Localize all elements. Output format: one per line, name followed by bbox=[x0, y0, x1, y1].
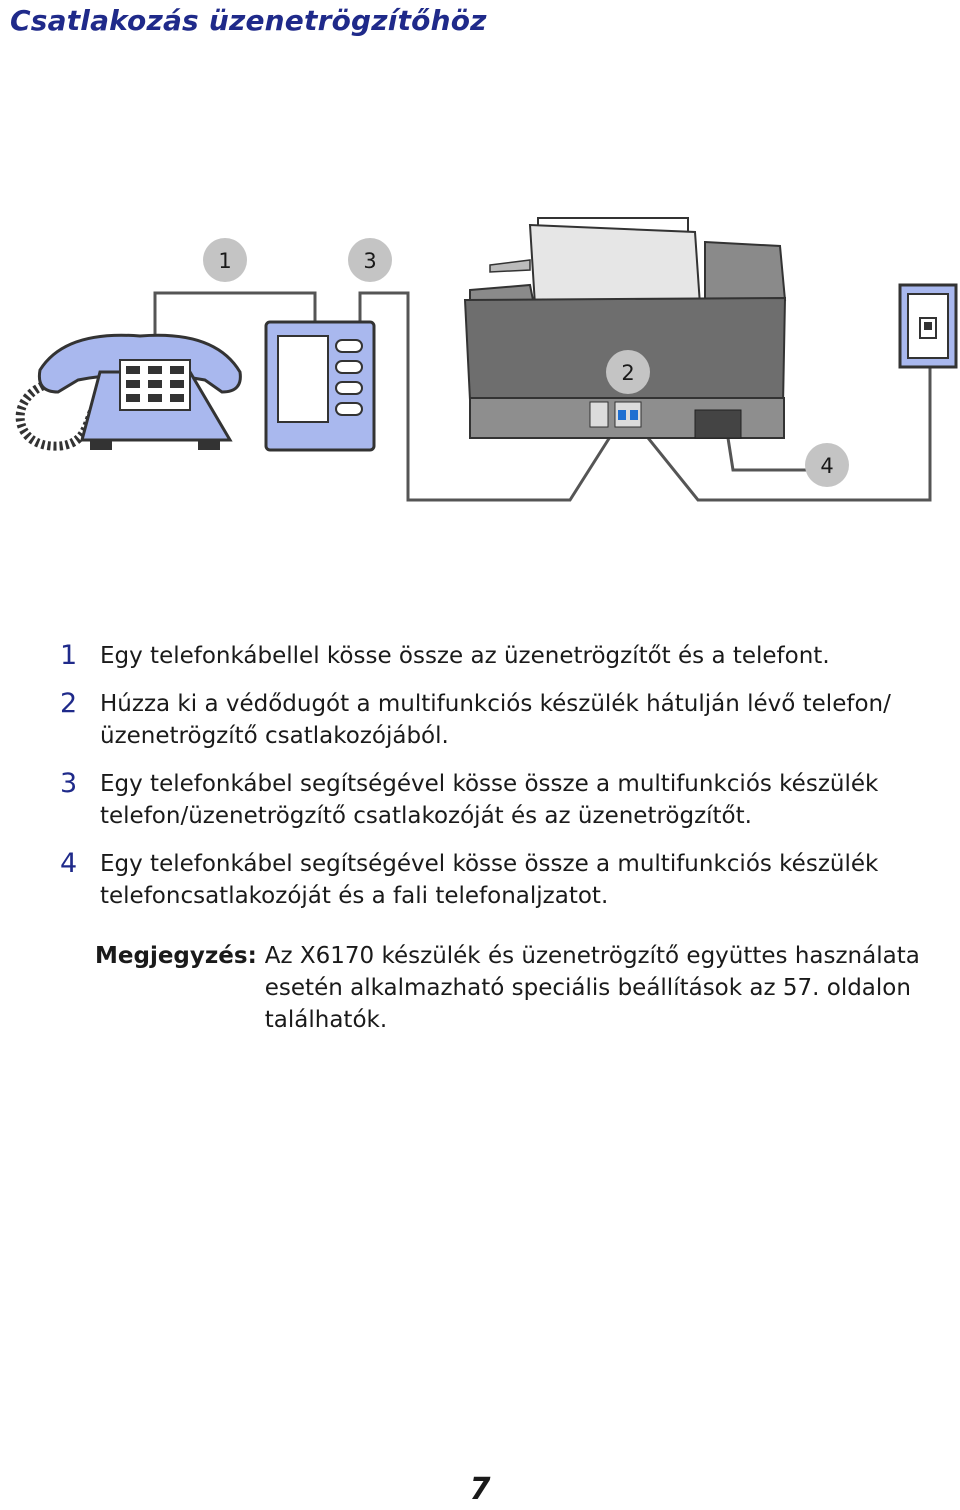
step-number: 4 bbox=[60, 848, 78, 879]
step-number: 2 bbox=[60, 688, 78, 719]
callout-4-label: 4 bbox=[820, 454, 834, 478]
step-number: 3 bbox=[60, 768, 78, 799]
callout-4 bbox=[805, 443, 849, 487]
answering-machine-icon bbox=[266, 322, 374, 450]
connection-diagram bbox=[0, 200, 960, 520]
callout-1-label: 1 bbox=[218, 249, 232, 273]
step-number: 1 bbox=[60, 640, 78, 671]
printer-icon bbox=[465, 218, 785, 438]
step-text: Egy telefonkábel segítségével kösse össze a multifunkciós készülék telefon/üzenetrögzítő csatlakozóját és az üzenetrögzítőt. bbox=[100, 771, 879, 829]
step-item bbox=[60, 848, 940, 912]
wall-jack-icon bbox=[900, 285, 956, 367]
step-item bbox=[60, 768, 940, 832]
note-label: Megjegyzés: bbox=[95, 943, 257, 969]
step-text: Egy telefonkábel segítségével kösse össze a multifunkciós készülék telefoncsatlakozóját és a fali telefonaljzatot. bbox=[100, 851, 879, 909]
callout-3-label: 3 bbox=[363, 249, 377, 273]
callout-2-label: 2 bbox=[621, 361, 635, 385]
step-item bbox=[60, 640, 940, 672]
note bbox=[95, 940, 935, 1036]
power-connector bbox=[695, 410, 741, 438]
step-list bbox=[60, 640, 940, 928]
step-text: Egy telefonkábellel kösse össze az üzenetrögzítőt és a telefont. bbox=[100, 643, 830, 669]
telephone-icon bbox=[20, 335, 240, 450]
power-cord bbox=[728, 438, 810, 470]
usb-port bbox=[590, 402, 608, 427]
callout-1 bbox=[203, 238, 247, 282]
step-text: Húzza ki a védődugót a multifunkciós készülék hátulján lévő telefon/ üzenetrögzítő csatlakozójából. bbox=[100, 691, 891, 749]
step-item bbox=[60, 688, 940, 752]
page-title: Csatlakozás üzenetrögzítőhöz bbox=[10, 4, 487, 37]
page-number: 7 bbox=[469, 1472, 491, 1507]
printer-scanner-lid bbox=[530, 225, 700, 305]
callout-2 bbox=[606, 350, 650, 394]
keypad-buttons bbox=[126, 366, 184, 402]
callout-3 bbox=[348, 238, 392, 282]
answering-machine-display bbox=[278, 336, 328, 422]
note-text: Az X6170 készülék és üzenetrögzítő együttes használata esetén alkalmazható speciális beállítások az 57. oldalon találhatók. bbox=[264, 943, 920, 1033]
